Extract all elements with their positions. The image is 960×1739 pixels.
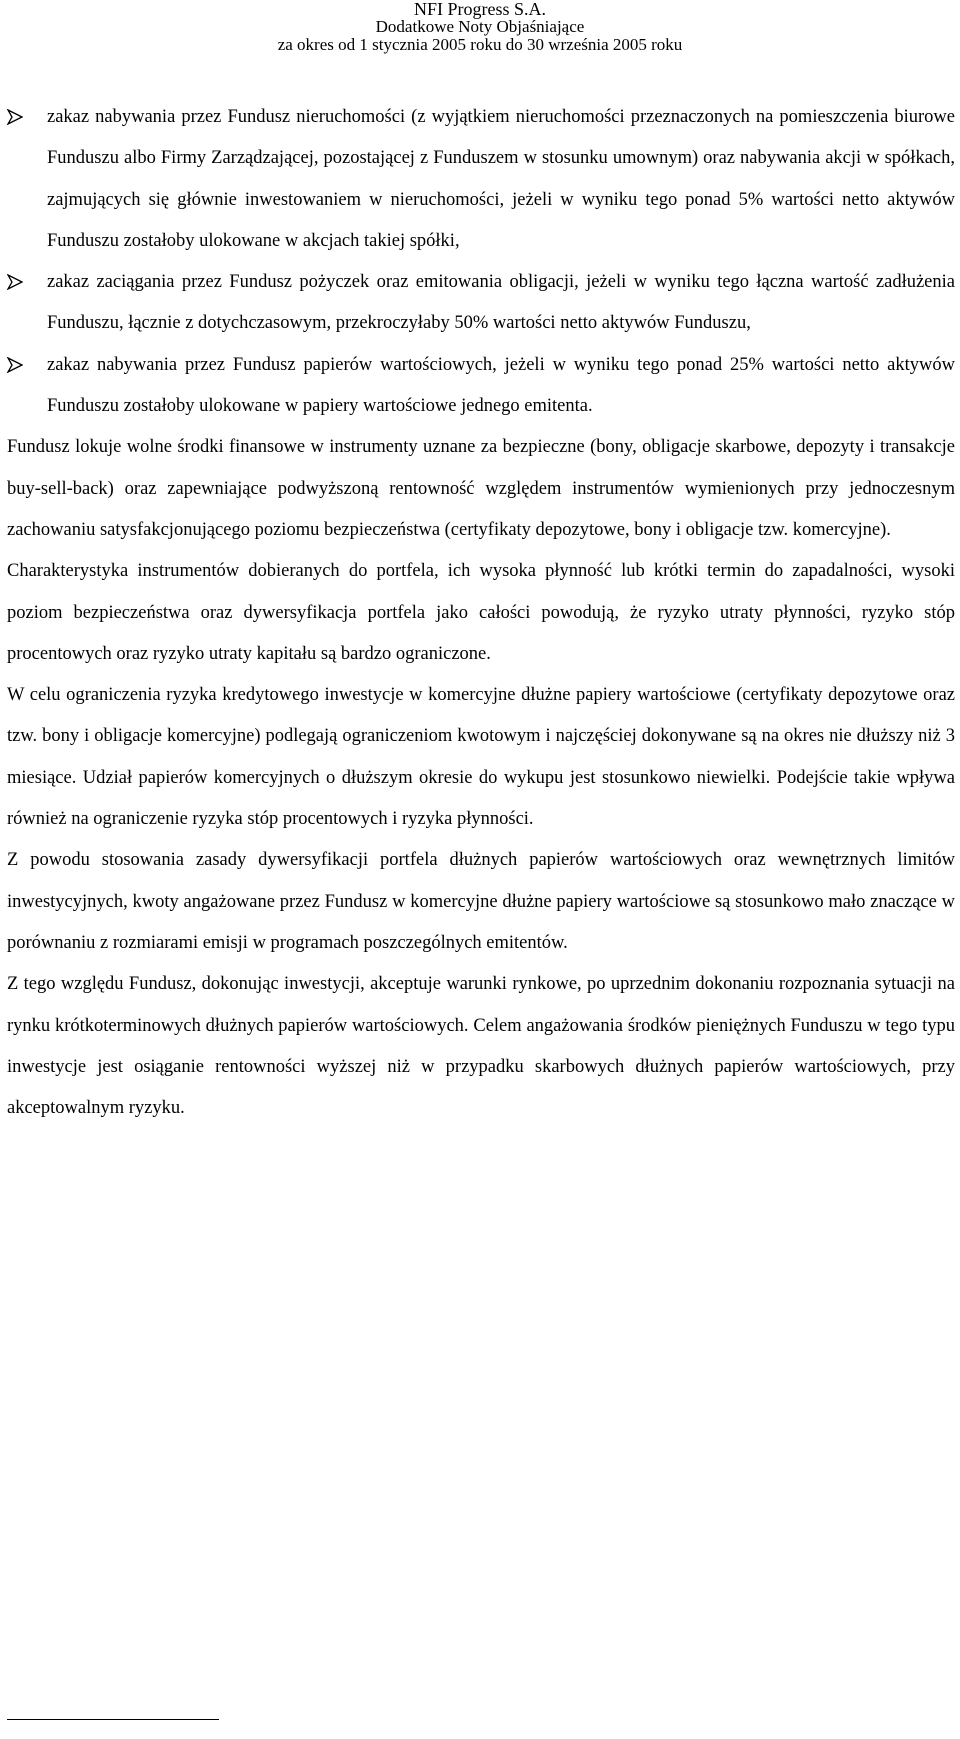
arrow-bullet-icon <box>7 345 27 373</box>
company-name: NFI Progress S.A. <box>413 0 546 19</box>
footnote-separator <box>7 1719 219 1720</box>
paragraph: Z powodu stosowania zasady dywersyfikacji portfela dłużnych papierów wartościowych oraz wewnętrznych limitów inwestycyjnych, kwoty angażowane przez Fundusz w komercyjne dłużne papiery wartościowe są stosunkowo mało znaczące w porównaniu z rozmiarami emisji w programach poszczególnych emitentów. <box>7 850 955 953</box>
list-item <box>7 262 955 345</box>
arrow-bullet-icon <box>7 262 27 290</box>
document-title: Dodatkowe Noty Objaśniające <box>375 17 585 36</box>
list-item-text: zakaz zaciągania przez Fundusz pożyczek oraz emitowania obligacji, jeżeli w wyniku tego łączna wartość zadłużenia Funduszu, łącznie z dotychczasowym, przekroczyłaby 50% wartości netto aktywów Funduszu, <box>47 272 955 334</box>
paragraph: W celu ograniczenia ryzyka kredytowego inwestycje w komercyjne dłużne papiery wartościowe (certyfikaty depozytowe oraz tzw. bony i obligacje komercyjne) podlegają ograniczeniom kwotowym i najczęściej dokonywane są na okres nie dłuższy niż 3 miesiące. Udział papierów komercyjnych o dłuższym okresie do wykupu jest stosunkowo niewielki. Podejście takie wpływa również na ograniczenie ryzyka stóp procentowych i ryzyka płynności. <box>7 685 955 830</box>
list-item-text: zakaz nabywania przez Fundusz papierów wartościowych, jeżeli w wyniku tego ponad 25% wartości netto aktywów Funduszu zostałoby ulokowane w papiery wartościowe jednego emitenta. <box>47 354 955 417</box>
paragraph: Fundusz lokuje wolne środki finansowe w instrumenty uznane za bezpieczne (bony, obligacje skarbowe, depozyty i transakcje buy-sell-back) oraz zapewniające podwyższoną rentowność względem instrumentów wymienionych przy jednoczesnym zachowaniu satysfakcjonującego poziomu bezpieczeństwa (certyfikaty depozytowe, bony i obligacje tzw. komercyjne). <box>7 437 955 540</box>
list-item <box>7 345 955 428</box>
paragraph: Charakterystyka instrumentów dobieranych do portfela, ich wysoka płynność lub krótki termin do zapadalności, wysoki poziom bezpieczeństwa oraz dywersyfikacja portfela jako całości powodują, że ryzyko utraty płynności, ryzyko stóp procentowych oraz ryzyko utraty kapitału są bardzo ograniczone. <box>7 561 955 664</box>
paragraph: Z tego względu Fundusz, dokonując inwestycji, akceptuje warunki rynkowe, po uprzednim dokonaniu rozpoznania sytuacji na rynku krótkoterminowych dłużnych papierów wartościowych. Celem angażowania środków pieniężnych Funduszu w tego typu inwestycje jest osiąganie rentowności wyższej niż w przypadku skarbowych dłużnych papierów wartościowych, przy akceptowalnym ryzyku. <box>7 974 955 1119</box>
reporting-period: za okres od 1 stycznia 2005 roku do 30 września 2005 roku <box>277 35 683 54</box>
list-item <box>7 97 955 262</box>
list-item-text: zakaz nabywania przez Fundusz nieruchomości (z wyjątkiem nieruchomości przeznaczonych na pomieszczenia biurowe Funduszu albo Firmy Zarządzającej, pozostającej z Funduszem w stosunku umownym) oraz nabywania akcji w spółkach, zajmujących się głównie inwestowaniem w nieruchomości, jeżeli w wyniku tego ponad 5% wartości netto aktywów Funduszu zostałoby ulokowane w akcjach takiej spółki, <box>47 107 955 251</box>
document-body <box>7 97 955 1129</box>
arrow-bullet-icon <box>7 97 27 125</box>
page-header <box>0 0 960 54</box>
